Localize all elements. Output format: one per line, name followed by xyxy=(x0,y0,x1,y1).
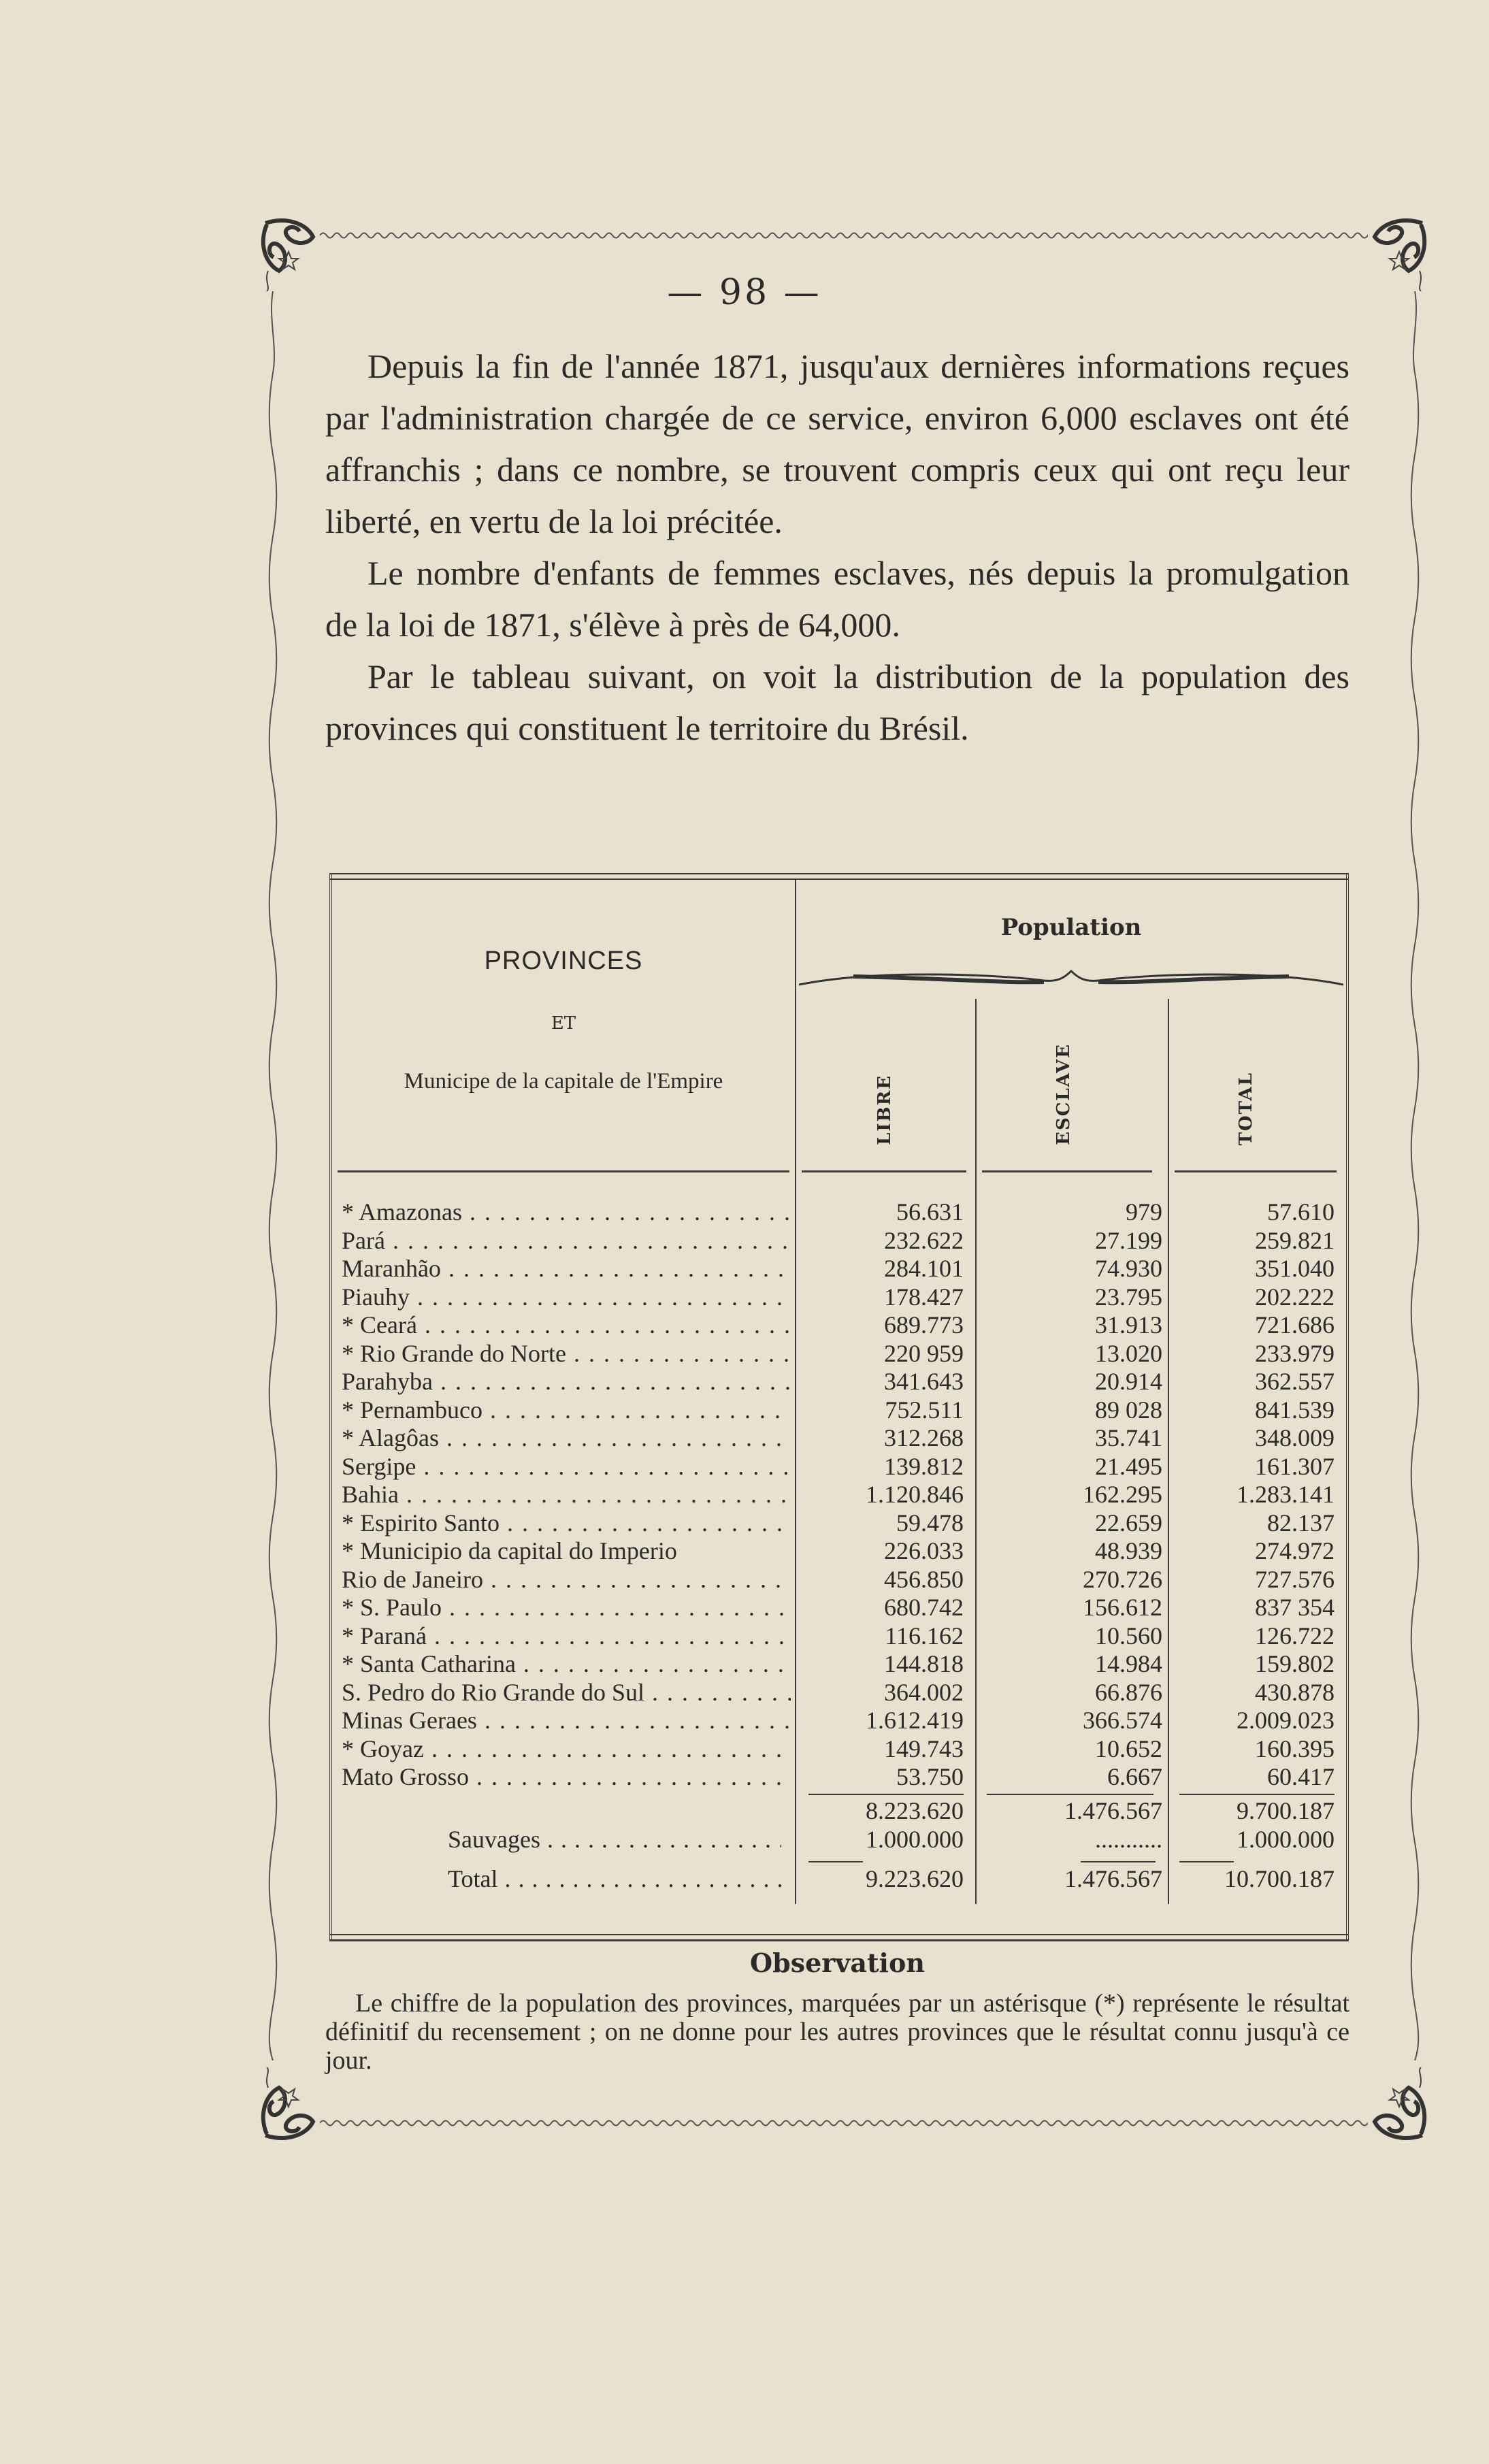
total-rule xyxy=(1081,1861,1156,1862)
header-rule xyxy=(802,1170,966,1172)
total-value: 159.802 xyxy=(1255,1650,1335,1677)
table-bottom-rule xyxy=(329,1934,1349,1941)
libre-value: 178.427 xyxy=(884,1283,964,1311)
header-provinces: PROVINCES xyxy=(484,947,643,975)
observation-text: Le chiffre de la population des provinces, marquées par un astérisque (*) représente le résultat définitif du recensement ; on ne donne pour les autres provinces que le résultat connu jusqu'à ce jour. xyxy=(325,1989,1349,2075)
table-row xyxy=(332,1566,1346,1594)
esclave-value: 21.495 xyxy=(1095,1452,1162,1480)
table-row xyxy=(332,1368,1346,1396)
province-name: * Rio Grande do Norte . . . xyxy=(342,1340,791,1368)
subtotal-esclave: 1.476.567 xyxy=(1064,1797,1162,1824)
corner-ornament-icon xyxy=(259,2067,327,2142)
province-name: Sergipe . . . xyxy=(342,1453,791,1481)
esclave-value: 48.939 xyxy=(1095,1537,1162,1564)
table-row xyxy=(332,1707,1346,1735)
province-name: * Santa Catharina . . . xyxy=(342,1650,791,1679)
table-row xyxy=(332,1594,1346,1622)
esclave-value: 156.612 xyxy=(1083,1594,1162,1621)
table-row xyxy=(332,1481,1346,1509)
table-row xyxy=(332,1679,1346,1707)
table-row xyxy=(332,1735,1346,1764)
total-rule xyxy=(808,1861,863,1862)
total-value: 57.610 xyxy=(1267,1198,1335,1226)
paragraph-enfants: Le nombre d'enfants de femmes esclaves, nés depuis la promulgation de la loi de 1871, s'élève à près de 64,000. xyxy=(325,554,1349,644)
province-name: * Pernambuco . . . xyxy=(342,1396,791,1425)
total-value: 721.686 xyxy=(1255,1311,1335,1338)
population-table xyxy=(329,873,1349,1941)
libre-value: 59.478 xyxy=(896,1509,964,1537)
subtotal-rule xyxy=(987,1794,1153,1795)
wavy-border-bottom xyxy=(320,2118,1368,2129)
esclave-value: 270.726 xyxy=(1083,1565,1162,1593)
libre-value: 341.643 xyxy=(884,1368,964,1395)
total-value: 233.979 xyxy=(1255,1339,1335,1367)
grand-total-label: Total . . . xyxy=(448,1865,781,1894)
libre-value: 56.631 xyxy=(896,1198,964,1226)
libre-value: 226.033 xyxy=(884,1537,964,1564)
table-row xyxy=(332,1424,1346,1453)
grand-total-esclave: 1.476.567 xyxy=(1064,1865,1162,1892)
total-value: 837 354 xyxy=(1255,1594,1335,1621)
esclave-value: 10.652 xyxy=(1095,1735,1162,1762)
total-value: 362.557 xyxy=(1255,1368,1335,1395)
total-value: 727.576 xyxy=(1255,1565,1335,1593)
table-row xyxy=(332,1622,1346,1651)
province-name: S. Pedro do Rio Grande do Sul . . . xyxy=(342,1679,791,1707)
body-text xyxy=(325,340,1349,754)
total-value: 259.821 xyxy=(1255,1226,1335,1254)
grand-total-row xyxy=(332,1865,1346,1894)
province-name: * Paraná . . . xyxy=(342,1622,791,1651)
libre-value: 139.812 xyxy=(884,1452,964,1480)
libre-value: 456.850 xyxy=(884,1565,964,1593)
table-row xyxy=(332,1283,1346,1312)
total-value: 160.395 xyxy=(1255,1735,1335,1762)
table-row xyxy=(332,1650,1346,1679)
total-value: 82.137 xyxy=(1267,1509,1335,1537)
province-name: * S. Paulo . . . xyxy=(342,1594,791,1622)
sauvages-label: Sauvages . . . xyxy=(448,1826,781,1854)
total-value: 126.722 xyxy=(1255,1622,1335,1649)
subtotal-total: 9.700.187 xyxy=(1237,1797,1335,1824)
total-value: 60.417 xyxy=(1267,1763,1335,1790)
libre-value: 680.742 xyxy=(884,1594,964,1621)
total-value: 274.972 xyxy=(1255,1537,1335,1564)
table-row xyxy=(332,1227,1346,1255)
libre-value: 232.622 xyxy=(884,1226,964,1254)
province-name: Piauhy . . . xyxy=(342,1283,791,1312)
libre-value: 312.268 xyxy=(884,1424,964,1451)
province-name: Mato Grosso . . . xyxy=(342,1763,791,1792)
esclave-value: 979 xyxy=(1126,1198,1162,1226)
total-value: 161.307 xyxy=(1255,1452,1335,1480)
subtotal-row xyxy=(332,1797,1346,1826)
sauvages-esclave: ........... xyxy=(1095,1826,1162,1853)
observation-title: Observation xyxy=(750,1948,925,1978)
sauvages-libre: 1.000.000 xyxy=(866,1826,964,1853)
esclave-value: 35.741 xyxy=(1095,1424,1162,1451)
esclave-value: 23.795 xyxy=(1095,1283,1162,1311)
paragraph-affranchis: Depuis la fin de l'année 1871, jusqu'aux dernières informations reçues par l'administration chargée de ce service, environ 6,000 esclaves ont été affranchis ; dans ce nombre, se trouvent compris ceux qui ont reçu leur liberté, en vertu de la loi précitée. xyxy=(325,347,1349,540)
table-row xyxy=(332,1509,1346,1538)
grand-total-libre: 9.223.620 xyxy=(866,1865,964,1892)
province-name: Minas Geraes . . . xyxy=(342,1707,791,1735)
esclave-value: 74.930 xyxy=(1095,1255,1162,1282)
subtotal-rule xyxy=(1179,1794,1335,1795)
corner-ornament-icon xyxy=(1361,2067,1429,2142)
sauvages-total: 1.000.000 xyxy=(1237,1826,1335,1853)
page-number: — 98 — xyxy=(667,272,822,313)
province-name: * Ceará . . . xyxy=(342,1311,791,1340)
esclave-value: 66.876 xyxy=(1095,1678,1162,1706)
libre-value: 1.612.419 xyxy=(866,1707,964,1734)
total-value: 1.283.141 xyxy=(1237,1481,1335,1508)
header-libre: LIBRE xyxy=(874,1074,895,1145)
header-rule xyxy=(338,1170,789,1172)
province-name: * Espirito Santo . . . xyxy=(342,1509,791,1538)
brace-ornament-icon xyxy=(799,968,1343,996)
province-name: * Alagôas . . . xyxy=(342,1424,791,1453)
esclave-value: 162.295 xyxy=(1083,1481,1162,1508)
table-row xyxy=(332,1537,1346,1566)
subtotal-rule xyxy=(808,1794,964,1795)
province-name: Maranhão . . . xyxy=(342,1255,791,1283)
libre-value: 284.101 xyxy=(884,1255,964,1282)
esclave-value: 22.659 xyxy=(1095,1509,1162,1537)
libre-value: 144.818 xyxy=(884,1650,964,1677)
table-body xyxy=(332,1198,1346,1792)
libre-value: 220 959 xyxy=(884,1339,964,1367)
esclave-value: 89 028 xyxy=(1095,1396,1162,1424)
province-name: * Goyaz . . . xyxy=(342,1735,791,1764)
esclave-value: 20.914 xyxy=(1095,1368,1162,1395)
libre-value: 752.511 xyxy=(885,1396,964,1424)
province-name: Parahyba . . . xyxy=(342,1368,791,1396)
total-value: 351.040 xyxy=(1255,1255,1335,1282)
total-value: 430.878 xyxy=(1255,1678,1335,1706)
table-row xyxy=(332,1763,1346,1792)
table-row xyxy=(332,1311,1346,1340)
wavy-border-left xyxy=(267,291,279,2060)
province-name: * Municipio da capital do Imperio xyxy=(342,1537,677,1564)
total-rule xyxy=(1179,1861,1234,1862)
libre-value: 364.002 xyxy=(884,1678,964,1706)
table-row xyxy=(332,1198,1346,1227)
header-population: Population xyxy=(1000,914,1142,941)
esclave-value: 6.667 xyxy=(1107,1763,1162,1790)
province-name: Pará . . . xyxy=(342,1227,791,1255)
province-name: * Amazonas . . . xyxy=(342,1198,791,1227)
esclave-value: 27.199 xyxy=(1095,1226,1162,1254)
esclave-value: 366.574 xyxy=(1083,1707,1162,1734)
province-name: Bahia . . . xyxy=(342,1481,791,1509)
wavy-border-right xyxy=(1409,291,1421,2060)
total-value: 202.222 xyxy=(1255,1283,1335,1311)
wavy-border-top xyxy=(320,230,1368,241)
libre-value: 689.773 xyxy=(884,1311,964,1338)
total-value: 841.539 xyxy=(1255,1396,1335,1424)
header-et: ET xyxy=(551,1013,576,1034)
libre-value: 1.120.846 xyxy=(866,1481,964,1508)
provinces-column-header xyxy=(332,873,795,1172)
libre-value: 149.743 xyxy=(884,1735,964,1762)
paragraph-tableau: Par le tableau suivant, on voit la distribution de la population des provinces qui constituent le territoire du Brésil. xyxy=(325,657,1349,747)
total-value: 348.009 xyxy=(1255,1424,1335,1451)
header-municipe: Municipe de la capitale de l'Empire xyxy=(404,1069,723,1094)
observation-note xyxy=(325,1948,1349,2075)
table-row xyxy=(332,1396,1346,1425)
subtotal-libre: 8.223.620 xyxy=(866,1797,964,1824)
esclave-value: 10.560 xyxy=(1095,1622,1162,1649)
table-row xyxy=(332,1453,1346,1481)
province-name: Rio de Janeiro . . . xyxy=(342,1566,791,1594)
libre-value: 116.162 xyxy=(885,1622,964,1649)
esclave-value: 14.984 xyxy=(1095,1650,1162,1677)
table-row xyxy=(332,1340,1346,1368)
header-esclave: ESCLAVE xyxy=(1053,1043,1074,1145)
total-value: 2.009.023 xyxy=(1237,1707,1335,1734)
esclave-value: 13.020 xyxy=(1095,1339,1162,1367)
esclave-value: 31.913 xyxy=(1095,1311,1162,1338)
libre-value: 53.750 xyxy=(896,1763,964,1790)
sauvages-row xyxy=(332,1826,1346,1854)
population-column-header xyxy=(796,873,1346,1172)
header-rule xyxy=(982,1170,1152,1172)
header-total: TOTAL xyxy=(1236,1071,1256,1145)
grand-total-total: 10.700.187 xyxy=(1224,1865,1335,1892)
header-rule xyxy=(1175,1170,1337,1172)
table-row xyxy=(332,1255,1346,1283)
